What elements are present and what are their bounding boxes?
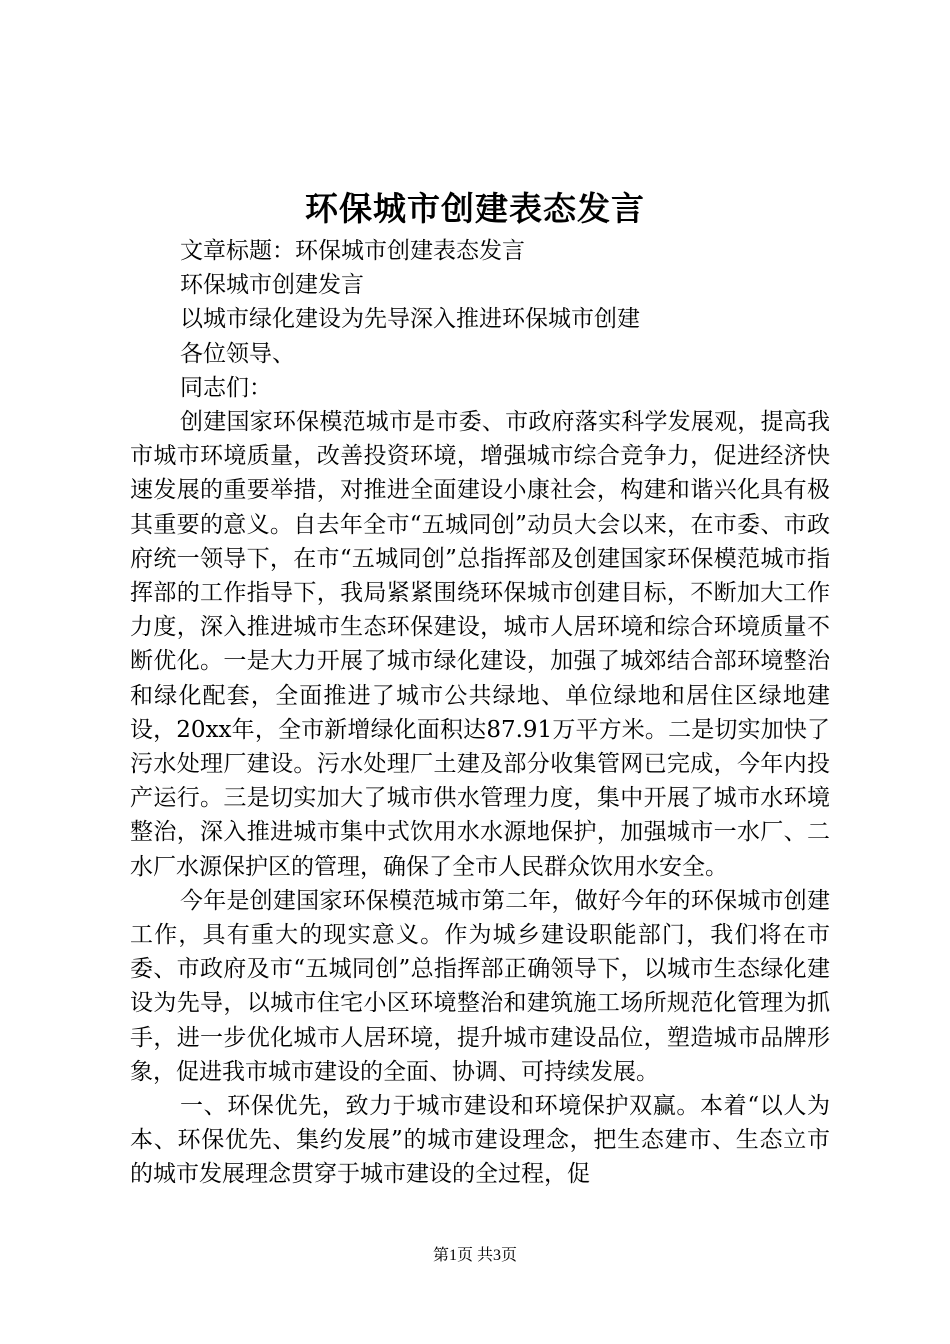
paragraph-body: 今年是创建国家环保模范城市第二年，做好今年的环保城市创建工作，具有重大的现实意义。作为城乡建设职能部门，我们将在市委、市政府及市“五城同创”总指挥部正确领导下，以城市生态绿化建设为先导，以城市住宅小区环境整治和建筑施工场所规范化管理为抓手，进一步优化城市人居环境，提升城市建设品位，塑造城市品牌形象，促进我市城市建设的全面、协调、可持续发展。 xyxy=(130,887,830,1085)
document-title: 环保城市创建表态发言 xyxy=(305,189,645,228)
paragraph-salutation-comrades: 同志们： xyxy=(180,374,272,401)
paragraph-body: 创建国家环保模范城市是市委、市政府落实科学发展观，提高我市城市环境质量，改善投资环境，增强城市综合竞争力，促进经济快速发展的重要举措，对推进全面建设小康社会，构建和谐兴化具有极其重要的意义。自去年全市“五城同创”动员大会以来，在市委、市政府统一领导下，在市“五城同创”总指挥部及创建国家环保模范城市指挥部的工作指导下，我局紧紧围绕环保城市创建目标，不断加大工作力度，深入推进城市生态环保建设，城市人居环境和综合环境质量不断优化。一是大力开展了城市绿化建设，加强了城郊结合部环境整治和绿化配套，全面推进了城市公共绿地、单位绿地和居住区绿地建设，20xx年，全市新增绿化面积达87.91万平方米。二是切实加快了污水处理厂建设。污水处理厂土建及部分收集管网已完成，今年内投产运行。三是切实加大了城市供水管理力度，集中开展了城市水环境整治，深入推进城市集中式饮用水水源地保护，加强城市一水厂、二水厂水源保护区的管理，确保了全市人民群众饮用水安全。 xyxy=(130,409,830,880)
paragraph-subtitle: 环保城市创建发言 xyxy=(180,272,364,299)
paragraph-heading: 以城市绿化建设为先导深入推进环保城市创建 xyxy=(180,306,640,333)
page-number-footer: 第1页 共3页 xyxy=(432,1247,517,1264)
paragraph-body: 一、环保优先，致力于城市建设和环境保护双赢。本着“以人为本、环保优先、集约发展”的城市建设理念，把生态建市、生态立市的城市发展理念贯穿于城市建设的全过程，促 xyxy=(130,1093,830,1188)
paragraph-article-title: 文章标题：环保城市创建表态发言 xyxy=(180,238,525,264)
paragraph-salutation-leaders: 各位领导、 xyxy=(180,340,295,367)
document-body xyxy=(130,234,830,1192)
